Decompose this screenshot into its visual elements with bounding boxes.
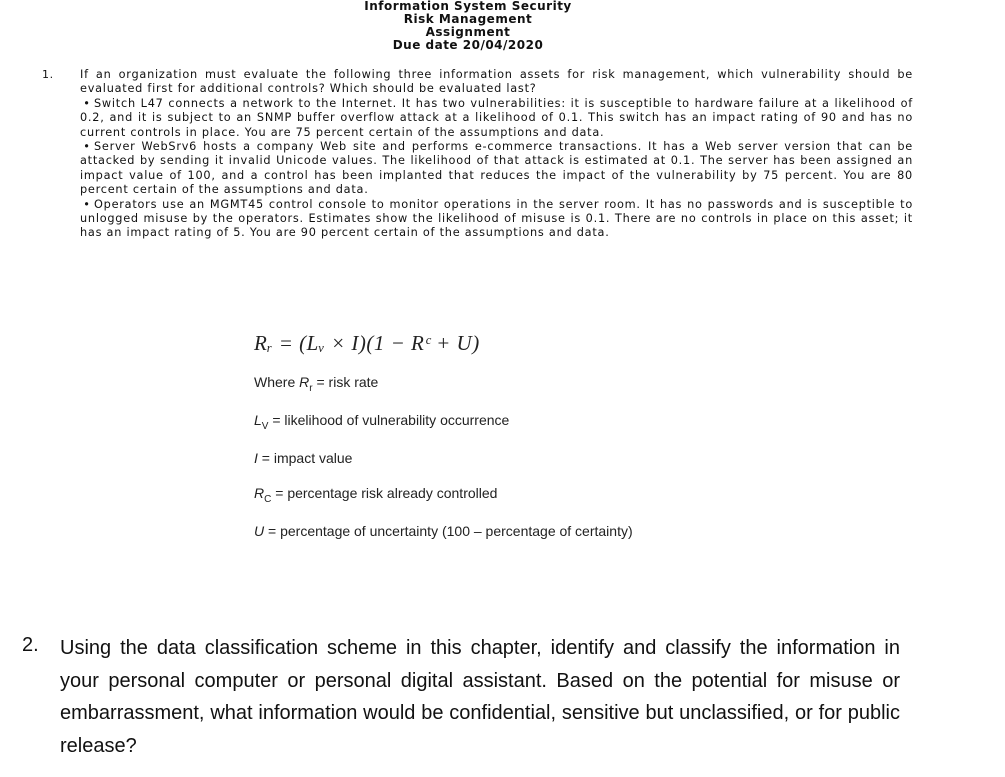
document-header [0,0,936,52]
assignment-label: Assignment [425,25,511,39]
rr-def: = risk rate [316,374,379,390]
u-def: = percentage of uncertainty (100 – percentage of certainty) [268,523,633,539]
question-1-intro: If an organization must evaluate the following three information assets for risk management, which vulnerability should be evaluated first for additional controls? Which should be evaluated last? [80,68,913,96]
bullet-2-text: Server WebSrv6 hosts a company Web site and performs e-commerce transactions. It has a Web server version that can be attacked by sending it invalid Unicode values. The likelihood of that attack is estimated at 0.1. The server has been assigned an impact value of 100, and a control has been implanted that reduces the impact of the vulnerability by 75 percent. You are 80 percent certain of the assumptions and data. [80,140,913,197]
question-1-body [80,68,913,241]
bullet-icon: • [83,96,91,110]
rc-symbol: R [254,485,265,501]
u-symbol: U [254,523,265,539]
lv-sub: V [261,420,269,432]
rc-def: = percentage risk already controlled [275,485,498,501]
question-1-bullet-1 [80,97,913,140]
rr-sub: r [309,382,313,394]
risk-formula-equation: Rᵣ = (Lᵥ × I)(1 − Rᶜ + U) [254,331,480,355]
definition-uncertainty [254,523,633,539]
bullet-icon: • [83,140,91,154]
definition-risk-controlled [254,485,497,505]
bullet-icon: • [83,197,91,211]
rc-sub: C [264,493,272,505]
question-1-bullet-2 [80,140,913,198]
due-date: Due date 20/04/2020 [392,38,544,52]
question-2-text: Using the data classification scheme in this chapter, identify and classify the information in your personal computer or personal digital assistant. Based on the potential for misuse or embarrassment, what information would be confidential, sensitive but unclassified, or for public release? [60,637,900,757]
i-symbol: I [254,450,258,466]
definition-impact [254,450,352,466]
risk-formula-block [254,328,754,539]
question-1-number: 1. [42,68,54,81]
bullet-1-text: Switch L47 connects a network to the Internet. It has two vulnerabilities: it is susceptible to hardware failure at a likelihood of 0.2, and it is subject to an SNMP buffer overflow attack at a likelihood of 0.1. This switch has an impact rating of 90 and has no current controls in place. You are 75 percent certain of the assumptions and data. [80,96,913,139]
lv-def: = likelihood of vulnerability occurrence [272,412,510,428]
rr-symbol: R [299,374,310,390]
bullet-3-text: Operators use an MGMT45 control console to monitor operations in the server room. It has no passwords and is susceptible to unlogged misuse by the operators. Estimates show the likelihood of misuse is 0.1. There are no controls in place on this asset; it has an impact rating of 5. You are 90 percent certain of the assumptions and data. [80,197,913,240]
question-2-number: 2. [22,634,39,656]
lv-symbol: L [254,412,262,428]
topic-title: Risk Management [403,12,533,26]
i-def: = impact value [261,450,353,466]
definition-risk-rate: Where $R_r$ = risk rate [254,374,379,394]
definition-likelihood [254,412,509,432]
course-title: Information System Security [364,0,572,13]
question-1-bullet-3 [80,198,913,241]
